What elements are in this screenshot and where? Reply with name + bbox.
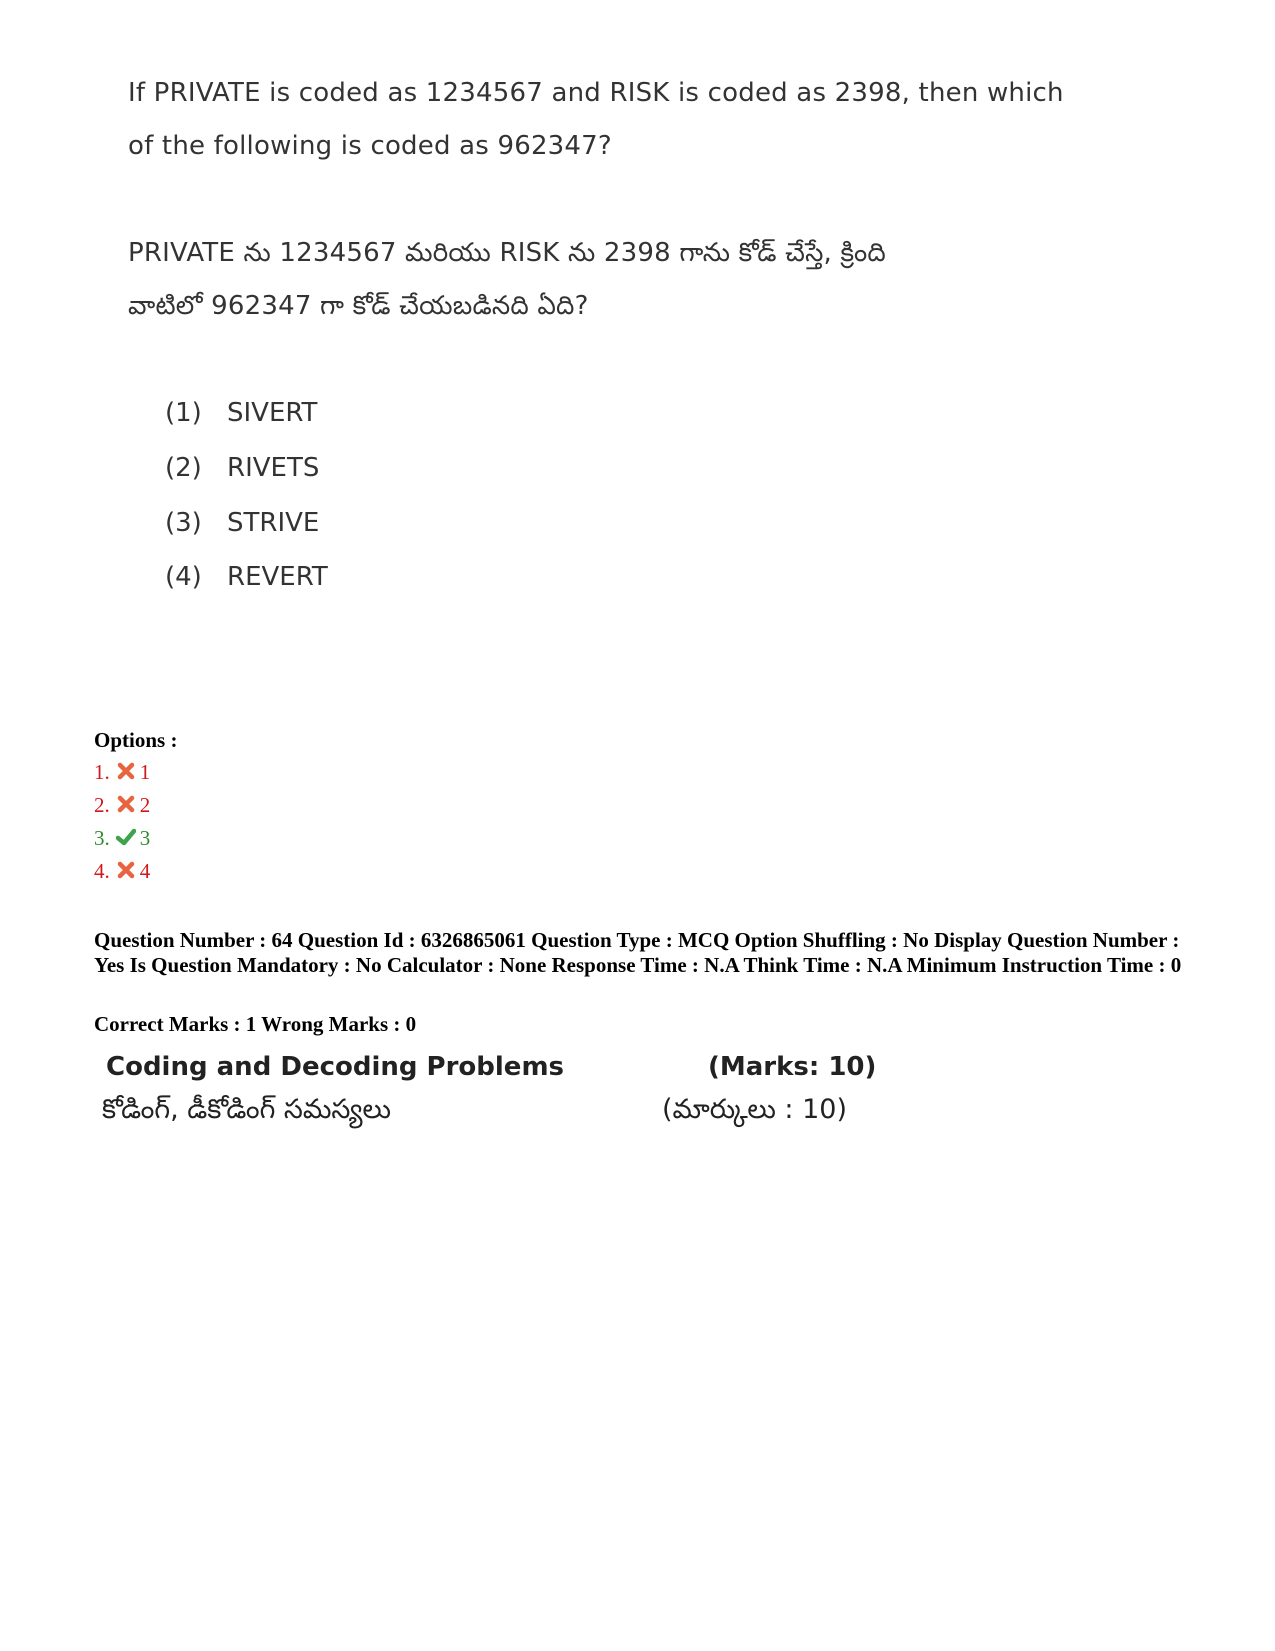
answer-option-index: 4. <box>94 859 110 883</box>
answer-option-value: 1 <box>139 760 151 784</box>
question-choice-number: (1) <box>165 398 202 428</box>
answer-option-index: 3. <box>94 826 110 850</box>
question-choice-number: (2) <box>165 453 202 483</box>
question-text-telugu-line-2: వాటిలో 962347 గా కోడ్ చేయబడినది ఏది? <box>128 291 589 321</box>
question-choice-number: (4) <box>165 562 202 592</box>
answer-option-1 <box>94 760 150 785</box>
question-choice-text: REVERT <box>227 562 328 592</box>
question-choice <box>165 453 319 483</box>
question-text-english-line-2: of the following is coded as 962347? <box>128 131 612 161</box>
options-heading: Options : <box>94 728 178 752</box>
cross-icon <box>116 794 136 814</box>
question-choice-text: RIVETS <box>227 453 320 483</box>
question-metadata: Question Number : 64 Question Id : 6326865061 Question Type : MCQ Option Shuffling : No Display Question Number : Yes Is Question Mandatory : No Calculator : None Response Time : N.A Think Time : N.A Minimum Instruction Time : 0 <box>94 928 1182 977</box>
answer-option-value: 4 <box>139 859 151 883</box>
section-title-telugu: కోడింగ్, డీకోడింగ్ సమస్యలు <box>102 1094 391 1125</box>
answer-option-2 <box>94 793 150 818</box>
question-text-telugu-line-1: PRIVATE ను 1234567 మరియు RISK ను 2398 గాను కోడ్ చేస్తే, క్రింది <box>128 238 886 268</box>
section-title-english: Coding and Decoding Problems <box>106 1052 565 1082</box>
question-choice <box>165 398 317 428</box>
question-choice-number: (3) <box>165 508 202 538</box>
question-choice <box>165 562 328 592</box>
question-choice <box>165 508 319 538</box>
answer-option-value: 2 <box>139 793 151 817</box>
question-text-english-line-1: If PRIVATE is coded as 1234567 and RISK is coded as 2398, then which <box>128 78 1064 108</box>
answer-option-value: 3 <box>139 826 151 850</box>
check-icon <box>116 827 136 847</box>
cross-icon <box>116 860 136 880</box>
answer-option-4 <box>94 859 150 884</box>
answer-option-3 <box>94 826 150 851</box>
section-marks-english: (Marks: 10) <box>708 1052 877 1082</box>
section-marks-telugu: (మార్కులు : 10) <box>662 1094 847 1125</box>
answer-option-index: 2. <box>94 793 110 817</box>
answer-option-index: 1. <box>94 760 110 784</box>
question-choice-text: SIVERT <box>227 398 318 428</box>
cross-icon <box>116 761 136 781</box>
marks-line: Correct Marks : 1 Wrong Marks : 0 <box>94 1012 417 1036</box>
question-choice-text: STRIVE <box>227 508 320 538</box>
